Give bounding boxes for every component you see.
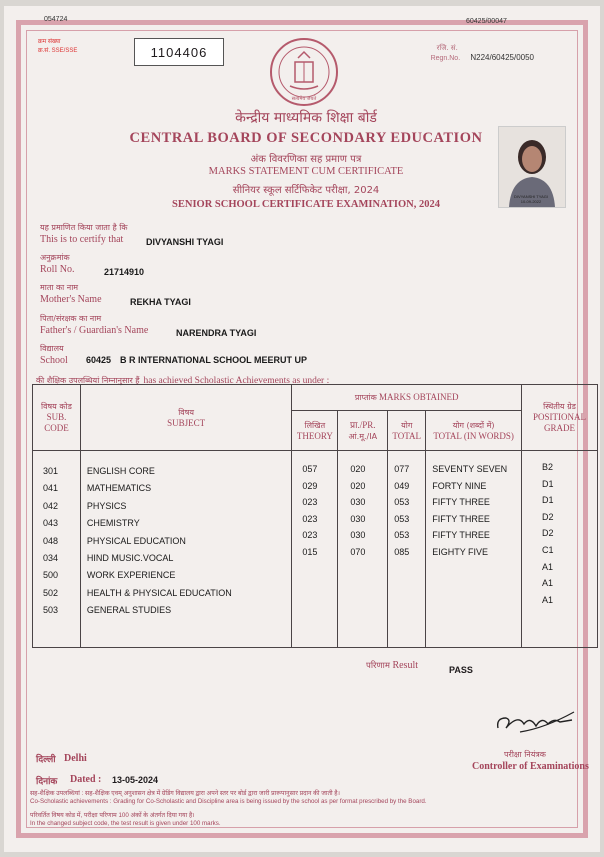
certificate-sheet <box>4 6 600 852</box>
controller-label-hi: परीक्षा नियंत्रक <box>504 750 546 759</box>
student-name: DIVYANSHI TYAGI <box>146 237 224 247</box>
subject-name: GENERAL STUDIES <box>86 605 172 616</box>
code-column <box>33 451 81 648</box>
theory-mark: 023 <box>302 530 318 541</box>
total-column <box>388 451 426 648</box>
total-in-words: EIGHTY FIVE <box>432 546 489 557</box>
total-mark: 085 <box>394 546 410 557</box>
board-name-hi: केन्द्रीय माध्यमिक शिक्षा बोर्ड <box>235 110 377 126</box>
header-marks-obtained: प्राप्तांक MARKS OBTAINED <box>292 385 522 411</box>
sub-code: 042 <box>43 500 59 511</box>
subject-column <box>80 451 291 648</box>
total-mark: 049 <box>394 480 410 491</box>
words-column <box>426 451 522 648</box>
positional-grade: D2 <box>542 528 554 539</box>
practical-mark: 030 <box>350 513 366 524</box>
father-label-hi: पिता/संरक्षक का नाम <box>40 314 102 323</box>
theory-column <box>292 451 338 648</box>
theory-mark: 023 <box>302 513 318 524</box>
exam-title-en: SENIOR SCHOOL CERTIFICATE EXAMINATION, 2024 <box>172 199 440 210</box>
total-in-words: FIFTY THREE <box>432 530 490 541</box>
table-body-row <box>33 451 598 648</box>
total-mark: 053 <box>394 530 410 541</box>
practical-mark: 070 <box>350 546 366 557</box>
positional-grade: A1 <box>542 594 554 605</box>
positional-grade: D1 <box>542 495 554 506</box>
sub-code: 041 <box>43 483 59 494</box>
father-name: NARENDRA TYAGI <box>176 328 257 338</box>
school-label-hi: विद्यालय <box>40 344 64 353</box>
note-coscholastic-hi: सह-शैक्षिक उपलब्धियां : सह-शैक्षिक एवम् अनुशासन क्षेत्र में ग्रेडिंग विद्यालय द्वारा अपने स्तर पर बोर्ड द्वारा जारी प्रारूपानुसार प्रदान की जाती है। <box>30 790 340 797</box>
total-in-words: FIFTY THREE <box>432 497 490 508</box>
subject-name: MATHEMATICS <box>86 483 152 494</box>
grade-column <box>522 451 598 648</box>
subject-name: HEALTH & PHYSICAL EDUCATION <box>86 587 232 598</box>
sub-code: 034 <box>43 553 59 564</box>
photo-caption-name: DIVYANSHI TYAGI <box>513 194 548 199</box>
subject-name: PHYSICAL EDUCATION <box>86 535 186 546</box>
practical-mark: 030 <box>350 530 366 541</box>
mother-label-en: Mother's Name <box>40 294 102 305</box>
total-in-words: FORTY NINE <box>432 480 487 491</box>
header-theory: लिखित THEORY <box>292 411 338 451</box>
total-mark: 053 <box>394 513 410 524</box>
theory-mark: 023 <box>302 497 318 508</box>
reg-label-hi: रजि. सं. <box>436 44 458 52</box>
theory-mark: 015 <box>302 546 318 557</box>
cbse-emblem <box>268 36 340 108</box>
reg-number: N224/60425/0050 <box>470 53 534 62</box>
total-mark: 053 <box>394 497 410 508</box>
subject-name: HIND MUSIC.VOCAL <box>86 553 174 564</box>
dated-label-en: Dated : <box>70 774 102 785</box>
right-code: 60425/00047 <box>466 18 507 25</box>
board-name-en: CENTRAL BOARD OF SECONDARY EDUCATION <box>129 130 483 146</box>
note-coscholastic-en: Co-Scholastic achievements : Grading for Co-Scholastic and Discipline area is being issued by the school as per format prescribed by the Board. <box>30 798 427 805</box>
serial-stamp: क्रम संख्या क्र.सं. SSE/SSE <box>38 39 78 54</box>
place-label-hi: दिल्ली <box>36 755 56 765</box>
sub-code: 048 <box>43 535 59 546</box>
positional-grade: D1 <box>542 478 554 489</box>
header-sub-code: विषय कोड SUB. CODE <box>33 385 81 451</box>
theory-mark: 057 <box>302 464 318 474</box>
header-subject: विषय SUBJECT <box>80 385 291 451</box>
header-total: योग TOTAL <box>388 411 426 451</box>
practical-mark: 020 <box>350 464 366 474</box>
note-changed-code-en: In the changed subject code, the test result is given under 100 marks. <box>30 820 221 827</box>
school-name: B R INTERNATIONAL SCHOOL MEERUT UP <box>120 355 308 365</box>
positional-grade: C1 <box>542 544 554 555</box>
result-label: परिणाम Result <box>366 660 418 671</box>
sub-code: 301 <box>43 466 59 476</box>
place-label-en: Delhi <box>64 753 87 764</box>
roll-label-hi: अनुक्रमांक <box>40 253 70 262</box>
sub-code: 500 <box>43 570 59 581</box>
header-positional-grade: स्थितीय ग्रेड POSITIONAL GRADE <box>522 385 598 451</box>
registration-block <box>431 44 534 62</box>
achievement-label-hi: की शैक्षिक उपलब्धियां निम्नानुसार हैं <box>36 376 140 385</box>
practical-column <box>338 451 388 648</box>
certify-label-en: This is to certify that <box>40 234 124 245</box>
total-in-words: SEVENTY SEVEN <box>432 464 508 474</box>
note-changed-code-hi: परिवर्तित विषय कोड में, परीक्षा परिणाम 100 अंकों के अंतर्गत दिया गया है। <box>30 812 195 819</box>
photo-caption <box>498 194 564 204</box>
subject-name: PHYSICS <box>86 500 127 511</box>
school-label-en: School <box>40 355 68 366</box>
roll-label-en: Roll No. <box>40 264 75 275</box>
total-in-words: FIFTY THREE <box>432 513 490 524</box>
school-code: 60425 <box>86 355 112 365</box>
father-label-en: Father's / Guardian's Name <box>40 325 149 336</box>
subject-name: WORK EXPERIENCE <box>86 570 176 581</box>
serial-number: 1104406 <box>134 38 224 66</box>
total-mark: 077 <box>394 464 410 474</box>
mother-label-hi: माता का नाम <box>40 283 79 292</box>
achievement-label-en: has achieved Scholastic Achievements as under : <box>143 376 330 386</box>
certify-label-hi: यह प्रमाणित किया जाता है कि <box>40 223 128 232</box>
marks-table <box>32 384 598 648</box>
dated-label-hi: दिनांक <box>36 777 58 787</box>
result-value: PASS <box>449 665 473 675</box>
sub-code: 503 <box>43 605 59 616</box>
theory-mark: 029 <box>302 480 318 491</box>
header-practical: प्रा./PR. आं.मू./IA <box>338 411 388 451</box>
subject-name: ENGLISH CORE <box>86 466 155 476</box>
sub-code: 043 <box>43 518 59 529</box>
controller-label-en: Controller of Examinations <box>472 761 589 772</box>
mother-name: REKHA TYAGI <box>130 297 191 307</box>
positional-grade: B2 <box>542 462 554 472</box>
left-code: 054724 <box>44 16 68 23</box>
positional-grade: D2 <box>542 511 554 522</box>
positional-grade: A1 <box>542 578 554 589</box>
practical-mark: 030 <box>350 497 366 508</box>
doc-title-hi: अंक विवरणिका सह प्रमाण पत्र <box>250 154 362 165</box>
sub-code: 502 <box>43 587 59 598</box>
emblem-seal-text: सत्यमेव जयते <box>291 96 317 102</box>
controller-signature <box>490 704 580 744</box>
positional-grade: A1 <box>542 561 554 572</box>
photo-caption-date: 10-09-2022 <box>520 199 542 204</box>
exam-title-hi: सीनियर स्कूल सर्टिफिकेट परीक्षा, 2024 <box>232 185 380 196</box>
subject-name: CHEMISTRY <box>86 518 140 529</box>
header-total-words: योग (शब्दों में) TOTAL (IN WORDS) <box>426 411 522 451</box>
reg-label-en: Regn.No. <box>430 55 461 62</box>
roll-number: 21714910 <box>104 267 145 277</box>
practical-mark: 020 <box>350 480 366 491</box>
doc-title-en: MARKS STATEMENT CUM CERTIFICATE <box>208 166 404 177</box>
issue-date: 13-05-2024 <box>112 775 159 785</box>
